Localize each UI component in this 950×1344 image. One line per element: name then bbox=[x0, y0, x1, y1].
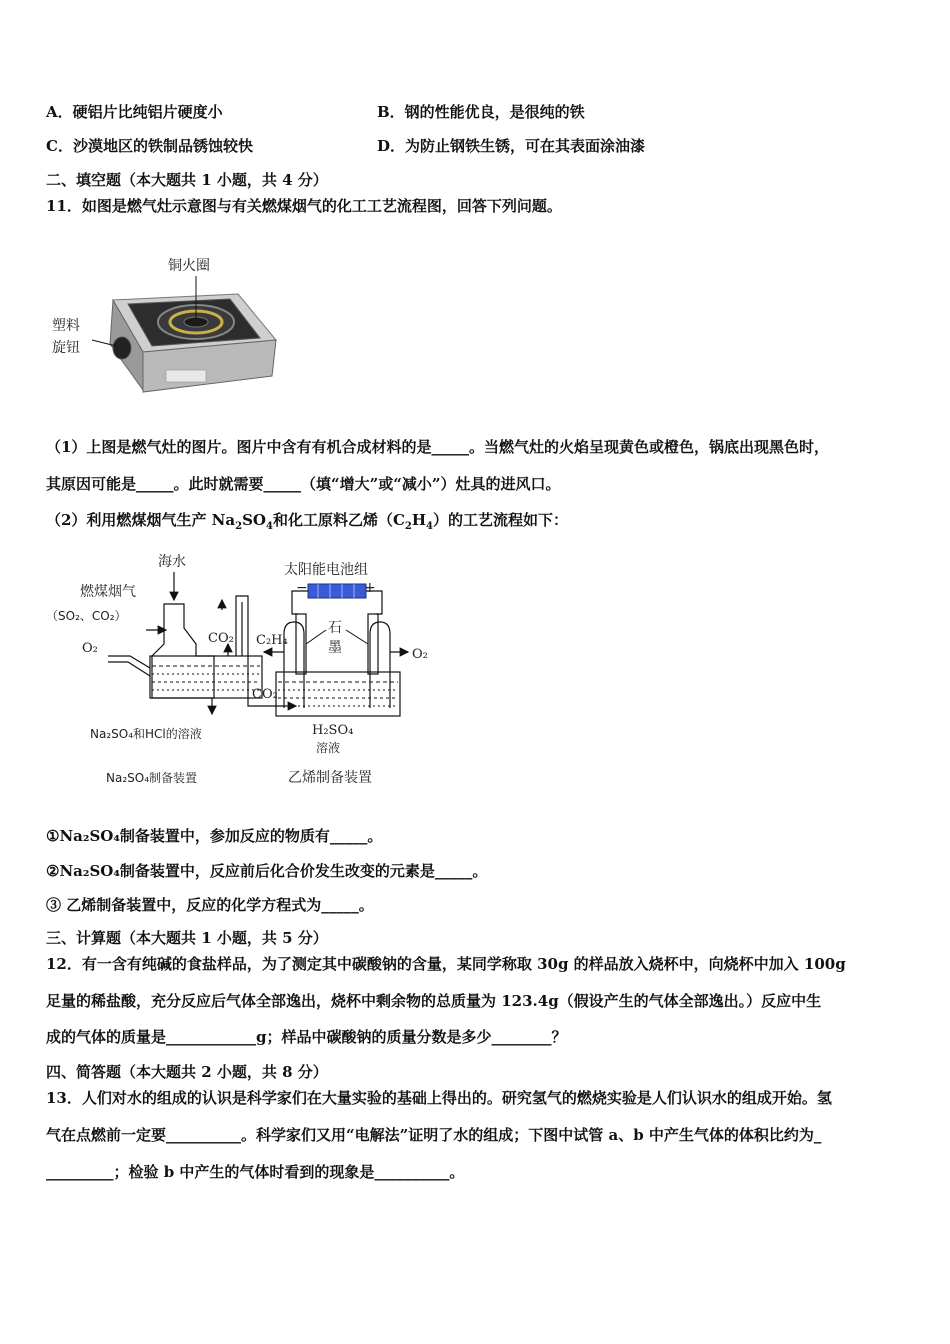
label-flue-gas-comp: （SO₂、CO₂） bbox=[46, 609, 127, 623]
option-a: A．硬铝片比纯铝片硬度小 bbox=[46, 103, 223, 121]
sub-question-3: ③ 乙烯制备装置中，反应的化学方程式为_____。 bbox=[46, 896, 374, 914]
part-1-line-2: 其原因可能是_____。此时就需要_____（填“增大”或“减小”）灶具的进风口。 bbox=[46, 475, 561, 493]
label-c2h4: C₂H₄ bbox=[256, 633, 288, 648]
section3-heading: 三、计算题（本大题共 1 小题，共 5 分） bbox=[46, 929, 328, 947]
question-13-line-1: 13．人们对水的组成的认识是科学家们在大量实验的基础上得出的。研究氢气的燃烧实验是人们认识水的组成开始。氢 bbox=[46, 1089, 832, 1107]
part-2-intro: （2）利用燃煤烟气生产 $Na_2SO_4$和化工原料乙烯$(C_2H_4)$的工艺流程如下： bbox=[46, 511, 569, 532]
label-solution-right: 溶液 bbox=[316, 741, 341, 755]
option-c: C．沙漠地区的铁制品锈蚀较快 bbox=[46, 137, 253, 155]
question-12-line-3: 成的气体的质量是____________g；样品中碳酸钠的质量分数是多少________？ bbox=[46, 1028, 567, 1046]
plastic-knob bbox=[113, 337, 131, 359]
section2-heading: 二、填空题（本大题共 1 小题，共 4 分） bbox=[46, 171, 328, 189]
label-graphite-1: 石 bbox=[328, 620, 342, 636]
caption-left: Na₂SO₄制备装置 bbox=[106, 771, 198, 785]
option-d: D．为防止钢铁生锈，可在其表面涂油漆 bbox=[377, 137, 646, 155]
stove-label-plate bbox=[166, 370, 206, 382]
label-seawater: 海水 bbox=[158, 554, 186, 570]
process-flow-diagram bbox=[46, 548, 446, 798]
part-1-line-1: （1）上图是燃气灶的图片。图片中含有有机合成材料的是_____。当燃气灶的火焰呈现黄色或橙色，锅底出现黑色时， bbox=[46, 438, 829, 456]
question-13-line-3: _________；检验 b 中产生的气体时看到的现象是__________。 bbox=[46, 1163, 465, 1181]
solar-panel bbox=[308, 584, 366, 598]
label-co2-top: CO₂ bbox=[208, 631, 234, 646]
question-12-line-2: 足量的稀盐酸，充分反应后气体全部逸出，烧杯中剩余物的总质量为 123.4g（假设产生的气体全部逸出。）反应中生 bbox=[46, 992, 822, 1010]
label-o2-left: O₂ bbox=[82, 641, 98, 656]
left-tank bbox=[150, 656, 262, 698]
label-o2-right: O₂ bbox=[412, 647, 428, 662]
label-knob-1: 塑料 bbox=[52, 318, 80, 334]
question-11: 11．如图是燃气灶示意图与有关燃煤烟气的化工工艺流程图，回答下列问题。 bbox=[46, 197, 562, 215]
absorber-tower bbox=[152, 604, 214, 698]
label-graphite-2: 墨 bbox=[328, 640, 342, 656]
label-knob-2: 旋钮 bbox=[52, 340, 80, 356]
question-12-line-1: 12．有一含有纯碱的食盐样品，为了测定其中碳酸钠的含量，某同学称取 30g 的样品放入烧杯中，向烧杯中加入 100g bbox=[46, 955, 846, 973]
label-minus: − bbox=[296, 580, 308, 596]
option-b: B．钢的性能优良，是很纯的铁 bbox=[377, 103, 585, 121]
label-solar: 太阳能电池组 bbox=[284, 562, 368, 578]
gas-stove-figure bbox=[48, 252, 288, 402]
sub-question-2: ②Na₂SO₄制备装置中，反应前后化合价发生改变的元素是_____。 bbox=[46, 862, 488, 880]
sub-question-1: ①Na₂SO₄制备装置中，参加反应的物质有_____。 bbox=[46, 827, 383, 845]
label-copper-ring: 铜火圈 bbox=[168, 258, 210, 274]
label-co2-bottom: CO₂ bbox=[252, 687, 278, 702]
right-tank bbox=[276, 672, 400, 716]
caption-right: 乙烯制备装置 bbox=[288, 770, 372, 786]
label-plus: + bbox=[364, 580, 376, 596]
question-13-line-2: 气在点燃前一定要__________。科学家们又用“电解法”证明了水的组成；下图中试管 a、b 中产生气体的体积比约为_ bbox=[46, 1126, 822, 1144]
label-h2so4: H₂SO₄ bbox=[312, 723, 354, 738]
label-flue-gas: 燃煤烟气 bbox=[80, 584, 136, 600]
section4-heading: 四、简答题（本大题共 2 小题，共 8 分） bbox=[46, 1063, 328, 1081]
label-solution-left: Na₂SO₄和HCl的溶液 bbox=[90, 727, 202, 741]
